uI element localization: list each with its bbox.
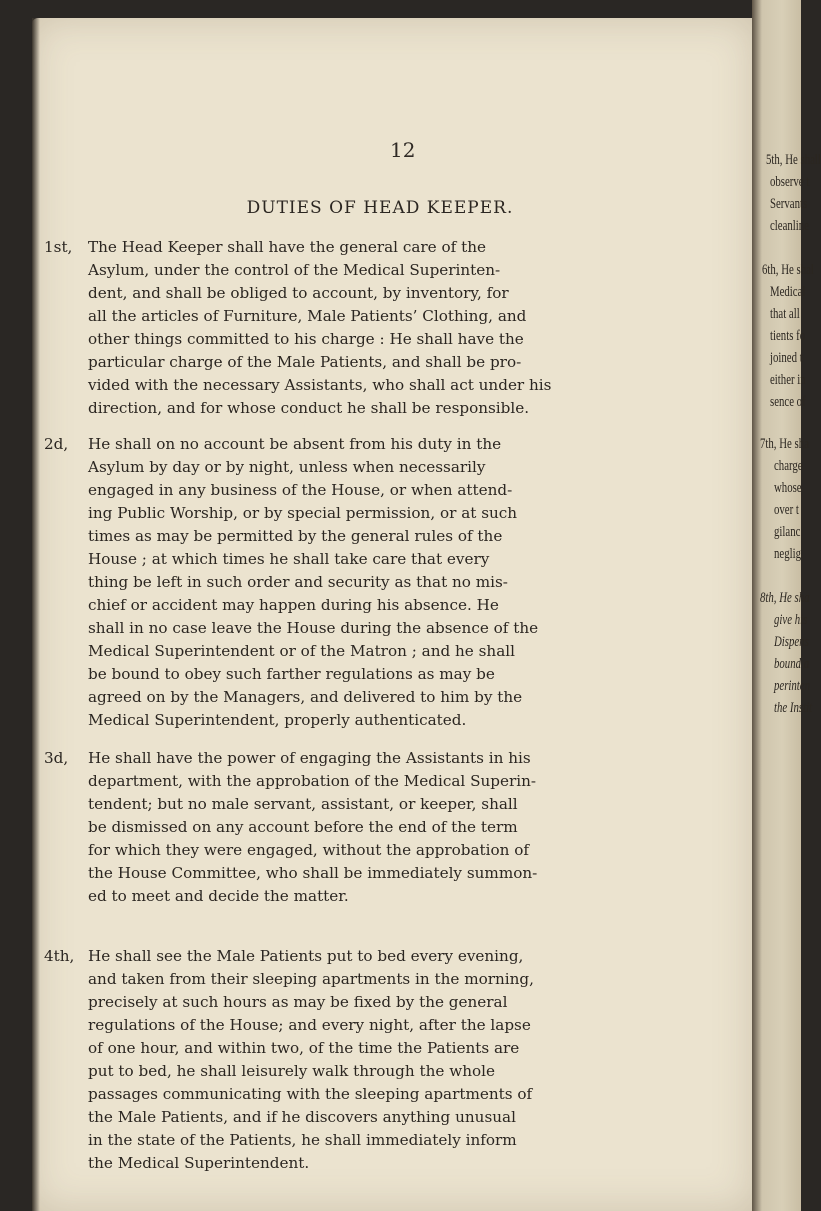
facing-line: give his: [774, 612, 808, 628]
facing-line: over t: [774, 502, 799, 518]
clause-line: ed to meet and decide the matter.: [88, 887, 349, 905]
clause-line: dent, and shall be obliged to account, by inventory, for: [88, 284, 509, 302]
clause-line: Medical Superintendent or of the Matron ; and he shall: [88, 642, 515, 660]
clause-line: He shall see the Male Patients put to bed every evening,: [88, 947, 524, 965]
clause-line: tendent; but no male servant, assistant, or keeper, shall: [88, 795, 518, 813]
clause-line: particular charge of the Male Patients, and shall be pro-: [88, 353, 522, 371]
clause-line: regulations of the House; and every night, after the lapse: [88, 1016, 531, 1034]
clause-line: agreed on by the Managers, and delivered to him by the: [88, 688, 523, 706]
facing-line: bound a: [774, 656, 810, 672]
clause-line: Medical Superintendent, properly authenticated.: [88, 711, 467, 729]
page-number: 12: [390, 138, 416, 162]
facing-line: observe t: [770, 174, 810, 190]
clause-line: thing be left in such order and security as that no mis-: [88, 573, 508, 591]
clause-line: ing Public Worship, or by special permission, or at such: [88, 504, 518, 522]
clause-line: department, with the approbation of the Medical Superin-: [88, 772, 537, 790]
facing-line: 7th, He sha: [760, 436, 809, 452]
facing-line: whose: [774, 480, 802, 496]
clause-line: all the articles of Furniture, Male Patients’ Clothing, and: [88, 307, 527, 325]
page-gutter-shadow: [32, 18, 40, 1211]
clause-line: Asylum by day or by night, unless when necessarily: [88, 458, 486, 476]
clause-label: 3d,: [44, 749, 69, 767]
section-heading: DUTIES OF HEAD KEEPER.: [246, 198, 514, 218]
clause-label: 4th,: [44, 947, 75, 965]
facing-line: 5th, He shall: [766, 152, 821, 168]
facing-line: Servants: [770, 196, 808, 212]
clause-line: put to bed, he shall leisurely walk through the whole: [88, 1062, 495, 1080]
clause-line: be bound to obey such farther regulations as may be: [88, 665, 495, 683]
facing-line: joined t: [770, 350, 803, 366]
clause-line: shall in no case leave the House during the absence of the: [88, 619, 539, 637]
facing-line: the Instit: [774, 700, 813, 716]
facing-line: perinten: [774, 678, 810, 694]
facing-line: tients fo: [770, 328, 806, 344]
facing-line: 8th, He sha: [760, 590, 810, 606]
facing-line: that all: [770, 306, 800, 322]
clause-line: the House Committee, who shall be immediately summon-: [88, 864, 538, 882]
clause-line: other things committed to his charge : He shall have the: [88, 330, 524, 348]
clause-line: the Male Patients, and if he discovers anything unusual: [88, 1108, 516, 1126]
clause-line: of one hour, and within two, of the time the Patients are: [88, 1039, 520, 1057]
facing-line: gilanc: [774, 524, 801, 540]
facing-line: Medical: [770, 284, 806, 300]
clause-line: be dismissed on any account before the end of the term: [88, 818, 518, 836]
facing-line: either in: [770, 372, 806, 388]
facing-line: sence of: [770, 394, 806, 410]
clause-line: engaged in any business of the House, or when attend-: [88, 481, 513, 499]
clause-line: He shall have the power of engaging the Assistants in his: [88, 749, 531, 767]
clause-line: and taken from their sleeping apartments in the morning,: [88, 970, 534, 988]
clause-line: passages communicating with the sleeping apartments of: [88, 1085, 533, 1103]
clause-line: the Medical Superintendent.: [88, 1154, 310, 1172]
facing-line: 6th, He shal: [762, 262, 814, 278]
facing-line: charge: [774, 458, 803, 474]
facing-line: neglig: [774, 546, 801, 562]
clause-line: times as may be permitted by the general rules of the: [88, 527, 503, 545]
clause-line: House ; at which times he shall take care that every: [88, 550, 490, 568]
facing-page: [752, 0, 821, 1211]
clause-line: chief or accident may happen during his absence. He: [88, 596, 499, 614]
clause-label: 1st,: [44, 238, 73, 256]
facing-line: cleanline: [770, 218, 809, 234]
clause-line: Asylum, under the control of the Medical Superinten-: [88, 261, 501, 279]
clause-line: The Head Keeper shall have the general care of the: [88, 238, 486, 256]
clause-line: direction, and for whose conduct he shall be responsible.: [88, 399, 530, 417]
facing-line: Dispens: [774, 634, 809, 650]
clause-line: for which they were engaged, without the approbation of: [88, 841, 530, 859]
clause-label: 2d,: [44, 435, 69, 453]
clause-line: in the state of the Patients, he shall immediately inform: [88, 1131, 517, 1149]
clause-line: He shall on no account be absent from his duty in the: [88, 435, 502, 453]
clause-line: vided with the necessary Assistants, who shall act under his: [88, 376, 552, 394]
clause-line: precisely at such hours as may be fixed by the general: [88, 993, 508, 1011]
